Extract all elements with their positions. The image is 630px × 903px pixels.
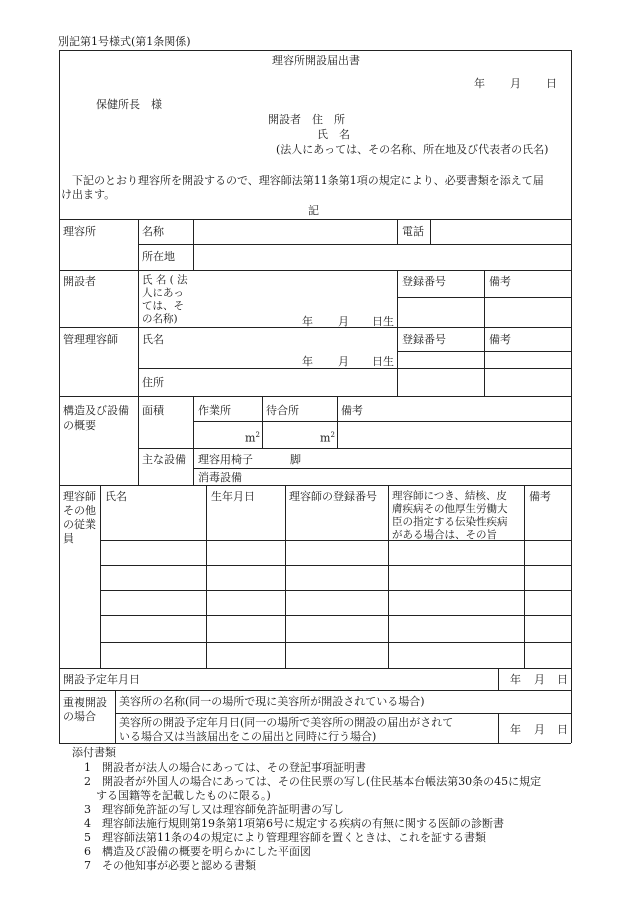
staff-birth-cell[interactable] (207, 643, 285, 668)
staff-disease-cell[interactable] (389, 566, 524, 590)
planned-date-field[interactable] (140, 669, 498, 690)
founder-remarks-field[interactable] (485, 298, 571, 327)
duplicate-beauty-salon-name: 美容所の名称(同一の場所で現に美容所が開設されている場合) (119, 695, 425, 708)
staff-col-name: 氏名 (105, 490, 127, 503)
attachment-item-2-cont: する国籍等を記載したものに限る。) (96, 789, 271, 802)
submit-month-label: 月 (510, 77, 521, 90)
shop-section-label: 理容所 (63, 225, 96, 238)
staff-col-birth-date: 生年月日 (211, 490, 255, 503)
attachments-heading: 添付書類 (72, 746, 116, 759)
staff-remarks-cell[interactable] (525, 591, 571, 615)
planned-date-label: 開設予定年月日 (63, 673, 140, 686)
founder-birth-year: 年 (302, 315, 313, 328)
attachment-item-7: 7 その他知事が必要と認める書類 (84, 859, 256, 872)
founder-name-label-4: の名称) (142, 313, 178, 325)
waiting-area-unit: $m^2$ (320, 431, 335, 445)
staff-reg-no-cell[interactable] (286, 616, 388, 642)
founder-name-field[interactable] (194, 271, 397, 327)
form-number: 別記第1号様式(第1条関係) (58, 35, 191, 48)
staff-label-3: の従業 (63, 518, 96, 531)
submit-day-label: 日 (546, 77, 557, 90)
main-equipment-label: 主な設備 (142, 453, 186, 466)
founder-remarks-label: 備考 (489, 275, 511, 288)
staff-birth-cell[interactable] (207, 566, 285, 590)
submit-year-label: 年 (474, 77, 485, 90)
staff-col-disease-4: がある場合は、その旨 (392, 529, 497, 541)
founder-reg-no-label: 登録番号 (402, 275, 446, 288)
duplicate-year: 年 (510, 723, 521, 736)
staff-col-reg-no: 理容師の登録番号 (289, 490, 377, 503)
founder-reg-no-field[interactable] (398, 298, 484, 327)
founder-name-label-1: 氏 名 ( 法 (142, 274, 188, 286)
staff-reg-no-cell[interactable] (286, 541, 388, 565)
duplicate-opening-date-2: いる場合又は当該届出をこの届出と同時に行う場合) (119, 730, 377, 743)
applicant-address-label: 開設者 住 所 (268, 113, 345, 126)
staff-label-2: その他 (63, 504, 96, 517)
attachment-item-2: 2 開設者が外国人の場合にあっては、その住民票の写し(住民基本台帳法第30条の45に規定 (84, 775, 542, 788)
manager-name-label: 氏名 (142, 333, 164, 346)
duplicate-opening-date-1: 美容所の開設予定年月日(同一の場所で美容所の開設の届出がされて (119, 716, 454, 729)
shop-name-label: 名称 (142, 225, 164, 238)
attachment-item-5: 5 理容師法第11条の4の規定により管理理容師を置くときは、これを証する書類 (84, 831, 486, 844)
staff-name-cell[interactable] (101, 566, 206, 590)
manager-remarks-field[interactable] (485, 352, 571, 396)
staff-remarks-cell[interactable] (525, 541, 571, 565)
attachment-item-6: 6 構造及び設備の概要を明らかにした平面図 (84, 845, 311, 858)
staff-disease-cell[interactable] (389, 591, 524, 615)
attachment-item-1: 1 開設者が法人の場合にあっては、その登記事項証明書 (84, 761, 366, 774)
attachment-item-4: 4 理容師法施行規則第19条第1項第6号に規定する疾病の有無に関する医師の診断書 (84, 817, 504, 830)
planned-year: 年 (510, 673, 521, 686)
staff-col-disease-2: 膚疾病その他厚生労働大 (392, 503, 508, 515)
addressee: 保健所長 様 (96, 98, 162, 111)
barber-chair-count-field[interactable] (256, 449, 288, 468)
staff-disease-cell[interactable] (389, 643, 524, 668)
applicant-name-label: 氏 名 (317, 128, 350, 141)
staff-name-cell[interactable] (101, 541, 206, 565)
duplicate-month: 月 (534, 723, 545, 736)
staff-reg-no-cell[interactable] (286, 643, 388, 668)
manager-birth-month: 月 (338, 355, 349, 368)
attachment-item-3: 3 理容師免許証の写し又は理容師免許証明書の写し (84, 803, 344, 816)
staff-col-remarks: 備考 (529, 490, 551, 503)
duplicate-label-1: 重複開設 (63, 696, 107, 709)
shop-phone-label: 電話 (402, 225, 424, 238)
manager-address-field[interactable] (170, 369, 397, 396)
planned-month: 月 (534, 673, 545, 686)
shop-phone-field[interactable] (431, 220, 571, 244)
staff-label-1: 理容師 (63, 490, 96, 503)
founder-name-label-3: ては、そ (142, 300, 184, 312)
facility-waiting-label: 待合所 (266, 404, 299, 417)
beauty-salon-name-field[interactable] (450, 691, 571, 713)
founder-birth-month: 月 (338, 315, 349, 328)
founder-birth-day: 日生 (372, 315, 394, 328)
staff-remarks-cell[interactable] (525, 566, 571, 590)
manager-section-label: 管理理容師 (63, 333, 118, 346)
staff-name-cell[interactable] (101, 591, 206, 615)
staff-col-disease-1: 理容師につき、結核、皮 (392, 490, 507, 502)
staff-col-disease-3: 臣の指定する伝染性疾病 (392, 516, 508, 528)
shop-location-field[interactable] (194, 245, 571, 270)
founder-section-label: 開設者 (63, 275, 96, 288)
facility-label-2: の概要 (63, 419, 96, 432)
disinfection-label: 消毒設備 (198, 471, 242, 484)
facility-workroom-label: 作業所 (198, 404, 231, 417)
duplicate-day: 日 (557, 723, 568, 736)
facility-label-1: 構造及び設備 (63, 404, 129, 417)
staff-reg-no-cell[interactable] (286, 566, 388, 590)
facility-remarks-field[interactable] (338, 422, 571, 448)
shop-location-label: 所在地 (142, 250, 175, 263)
staff-name-cell[interactable] (101, 616, 206, 642)
staff-name-cell[interactable] (101, 643, 206, 668)
workroom-area-unit: $m^2$ (245, 431, 260, 445)
staff-birth-cell[interactable] (207, 541, 285, 565)
staff-reg-no-cell[interactable] (286, 591, 388, 615)
intro-text-line-2: け出ます。 (61, 188, 116, 201)
manager-address-label: 住所 (142, 376, 164, 389)
facility-remarks-label: 備考 (341, 404, 363, 417)
document-title: 理容所開設届出書 (272, 54, 360, 67)
manager-birth-day: 日生 (372, 355, 394, 368)
ki-label: 記 (308, 204, 319, 217)
disinfection-field[interactable] (250, 469, 571, 485)
planned-day: 日 (557, 673, 568, 686)
intro-text-line-1: 下記のとおり理容所を開設するので、理容師法第11条第1項の規定により、必要書類を添えて届 (72, 174, 544, 187)
staff-label-4: 員 (63, 532, 74, 545)
manager-reg-no-field[interactable] (398, 352, 484, 396)
manager-reg-no-label: 登録番号 (402, 333, 446, 346)
applicant-corporate-note: (法人にあっては、その名称、所在地及び代表者の氏名) (276, 143, 549, 156)
staff-disease-cell[interactable] (389, 616, 524, 642)
staff-remarks-cell[interactable] (525, 616, 571, 642)
barber-chair-label: 理容用椅子 (198, 453, 253, 466)
staff-birth-cell[interactable] (207, 616, 285, 642)
founder-name-label-2: 人にあっ (142, 287, 184, 299)
staff-disease-cell[interactable] (389, 541, 524, 565)
duplicate-label-2: の場合 (63, 710, 96, 723)
staff-birth-cell[interactable] (207, 591, 285, 615)
facility-area-label: 面積 (142, 404, 164, 417)
staff-remarks-cell[interactable] (525, 643, 571, 668)
manager-remarks-label: 備考 (489, 333, 511, 346)
barber-chair-unit: 脚 (290, 453, 301, 466)
manager-name-field[interactable] (139, 328, 397, 368)
shop-name-field[interactable] (194, 220, 397, 244)
manager-birth-year: 年 (302, 355, 313, 368)
